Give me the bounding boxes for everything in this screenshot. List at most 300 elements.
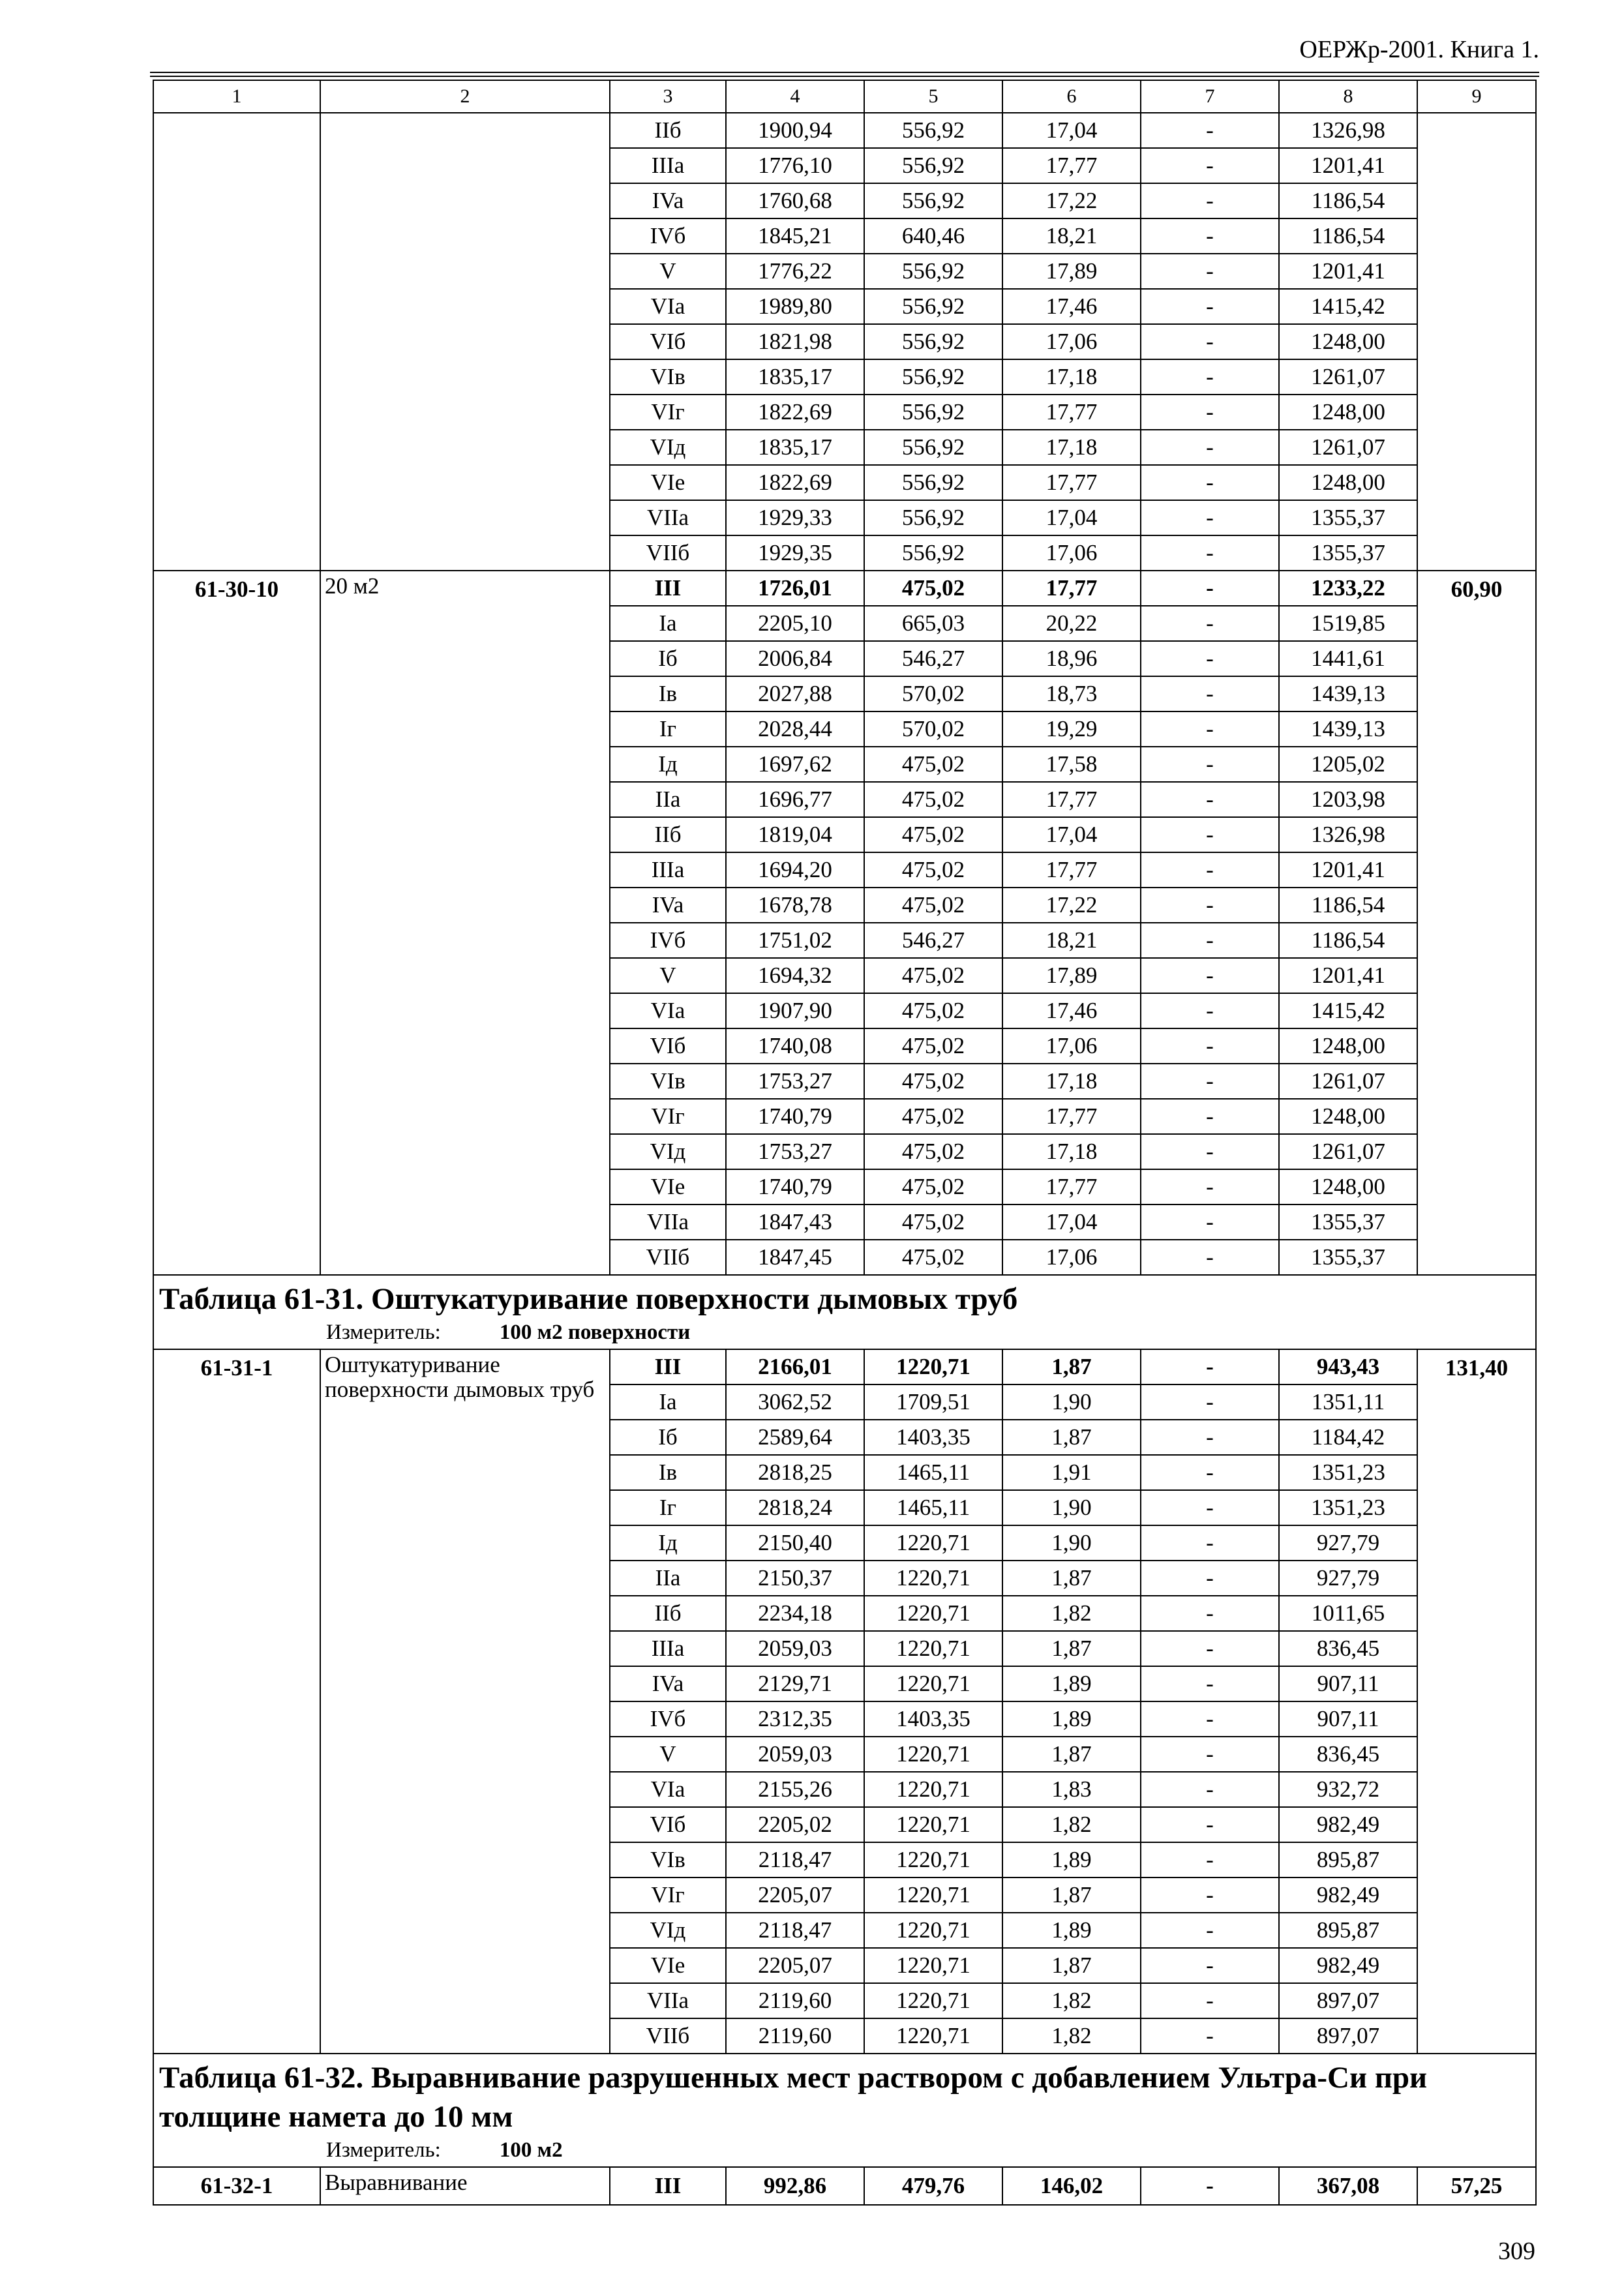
cell-col-6: 1,87 <box>1002 1561 1141 1596</box>
cell-col-3: IIIa <box>610 1631 726 1666</box>
cell-col-6: 1,82 <box>1002 1596 1141 1631</box>
cell-col-3: V <box>610 254 726 289</box>
cell-col-7: - <box>1141 430 1279 465</box>
cell-col-5: 475,02 <box>864 1169 1002 1204</box>
cell-col-3: VIIб <box>610 1240 726 1275</box>
cell-col-6: 17,04 <box>1002 1204 1141 1240</box>
cell-col-4: 2119,60 <box>726 1983 864 2018</box>
cell-col-8: 1439,13 <box>1279 676 1417 711</box>
cell-col-5: 475,02 <box>864 1204 1002 1240</box>
cell-col-8: 1248,00 <box>1279 324 1417 359</box>
cell-col-3: III <box>610 2167 726 2205</box>
cell-col-5: 570,02 <box>864 711 1002 747</box>
cell-col-4: 1822,69 <box>726 395 864 430</box>
cell-col-3: IVa <box>610 183 726 218</box>
cell-col-4: 2150,37 <box>726 1561 864 1596</box>
cell-col-3: V <box>610 958 726 993</box>
cell-col-4: 1845,21 <box>726 218 864 254</box>
cell-col-5: 1220,71 <box>864 1878 1002 1913</box>
cell-col-6: 1,82 <box>1002 2018 1141 2054</box>
cell-col-7: - <box>1141 1913 1279 1948</box>
cell-col-6: 17,89 <box>1002 958 1141 993</box>
cell-col-3: Iв <box>610 1455 726 1490</box>
cell-col-4: 1929,35 <box>726 535 864 571</box>
cell-col-8: 907,11 <box>1279 1701 1417 1737</box>
cell-col-4: 1696,77 <box>726 782 864 817</box>
cell-col-3: VIIб <box>610 535 726 571</box>
cell-col-8: 1233,22 <box>1279 571 1417 606</box>
cell-col-3: III <box>610 1349 726 1384</box>
cell-col-4: 1753,27 <box>726 1064 864 1099</box>
table-row <box>153 1349 1536 1384</box>
column-number: 6 <box>1002 80 1141 113</box>
cell-col-7: - <box>1141 958 1279 993</box>
cell-col-3: IVб <box>610 218 726 254</box>
cell-col-5: 556,92 <box>864 289 1002 324</box>
cell-col-8: 897,07 <box>1279 2018 1417 2054</box>
cell-col-6: 1,87 <box>1002 1948 1141 1983</box>
cell-col-5: 1220,71 <box>864 2018 1002 2054</box>
cell-col-8: 1355,37 <box>1279 1204 1417 1240</box>
cell-col-4: 2155,26 <box>726 1772 864 1807</box>
cell-col-3: VIг <box>610 395 726 430</box>
cell-col-4: 2205,02 <box>726 1807 864 1842</box>
cell-col-7: - <box>1141 1169 1279 1204</box>
cell-col-6: 17,04 <box>1002 113 1141 148</box>
cell-col-4: 2234,18 <box>726 1596 864 1631</box>
cell-col-5: 475,02 <box>864 782 1002 817</box>
cell-col-5: 1220,71 <box>864 1596 1002 1631</box>
cell-col-4: 1760,68 <box>726 183 864 218</box>
work-name-cell: Оштукатуривание поверхности дымовых труб <box>320 1349 610 2054</box>
cell-col-4: 1678,78 <box>726 888 864 923</box>
cell-col-4: 1847,43 <box>726 1204 864 1240</box>
cell-col-6: 18,96 <box>1002 641 1141 676</box>
rate-code-cell <box>153 113 320 571</box>
unit-label: Измеритель: <box>326 1321 441 1344</box>
price-table <box>153 80 1537 2206</box>
cell-col-6: 1,90 <box>1002 1490 1141 1525</box>
cell-col-4: 2118,47 <box>726 1842 864 1878</box>
cell-col-5: 475,02 <box>864 993 1002 1028</box>
cell-col-7: - <box>1141 359 1279 395</box>
cell-col-8: 1261,07 <box>1279 1134 1417 1169</box>
cell-col-6: 17,77 <box>1002 148 1141 183</box>
cell-col-4: 1821,98 <box>726 324 864 359</box>
cell-col-6: 18,21 <box>1002 218 1141 254</box>
cell-col-6: 17,77 <box>1002 782 1141 817</box>
cell-col-3: VIIб <box>610 2018 726 2054</box>
cell-col-5: 546,27 <box>864 641 1002 676</box>
cell-col-7: - <box>1141 183 1279 218</box>
cell-col-4: 1989,80 <box>726 289 864 324</box>
cell-col-5: 475,02 <box>864 958 1002 993</box>
cell-col-5: 556,92 <box>864 430 1002 465</box>
cell-col-7: - <box>1141 1028 1279 1064</box>
column-number: 5 <box>864 80 1002 113</box>
cell-col-4: 2006,84 <box>726 641 864 676</box>
cell-col-7: - <box>1141 1561 1279 1596</box>
header-rule-second <box>150 76 1539 77</box>
cell-col-5: 1465,11 <box>864 1455 1002 1490</box>
cell-col-7: - <box>1141 218 1279 254</box>
cell-col-6: 17,06 <box>1002 1240 1141 1275</box>
cell-col-6: 17,04 <box>1002 500 1141 535</box>
cell-col-8: 1326,98 <box>1279 113 1417 148</box>
cell-col-3: IIб <box>610 1596 726 1631</box>
cell-col-7: - <box>1141 289 1279 324</box>
cell-col-3: Iб <box>610 641 726 676</box>
cell-col-5: 556,92 <box>864 500 1002 535</box>
cell-col-4: 1900,94 <box>726 113 864 148</box>
cell-col-5: 556,92 <box>864 535 1002 571</box>
column-number: 3 <box>610 80 726 113</box>
cell-col-6: 1,87 <box>1002 1631 1141 1666</box>
cell-col-8: 982,49 <box>1279 1878 1417 1913</box>
cell-col-4: 2150,40 <box>726 1525 864 1561</box>
cell-col-4: 1740,79 <box>726 1169 864 1204</box>
table-row <box>153 113 1536 148</box>
cell-col-6: 17,46 <box>1002 289 1141 324</box>
cell-col-5: 1220,71 <box>864 1842 1002 1878</box>
cell-col-7: - <box>1141 1701 1279 1737</box>
cell-col-6: 17,58 <box>1002 747 1141 782</box>
cell-col-3: Ia <box>610 606 726 641</box>
work-name-cell <box>320 113 610 571</box>
cell-col-7: - <box>1141 1099 1279 1134</box>
cell-col-7: - <box>1141 254 1279 289</box>
cell-col-6: 17,18 <box>1002 430 1141 465</box>
cell-col-4: 2205,10 <box>726 606 864 641</box>
cell-col-5: 556,92 <box>864 183 1002 218</box>
cell-col-6: 17,77 <box>1002 571 1141 606</box>
running-header: ОЕРЖр-2001. Книга 1. <box>1299 36 1539 63</box>
cell-col-7: - <box>1141 1666 1279 1701</box>
cell-col-7: - <box>1141 2018 1279 2054</box>
cell-col-7: - <box>1141 1772 1279 1807</box>
cell-col-7: - <box>1141 1525 1279 1561</box>
cell-col-5: 1709,51 <box>864 1384 1002 1420</box>
cell-col-8: 1201,41 <box>1279 148 1417 183</box>
cell-col-3: VIa <box>610 1772 726 1807</box>
cell-col-4: 1819,04 <box>726 817 864 852</box>
cell-col-4: 1776,22 <box>726 254 864 289</box>
cell-col-6: 17,06 <box>1002 1028 1141 1064</box>
cell-col-6: 17,22 <box>1002 888 1141 923</box>
cell-col-3: IIб <box>610 113 726 148</box>
cell-col-4: 2818,25 <box>726 1455 864 1490</box>
cell-col-4: 2818,24 <box>726 1490 864 1525</box>
cell-col-7: - <box>1141 1204 1279 1240</box>
cell-col-8: 927,79 <box>1279 1561 1417 1596</box>
cell-col-5: 475,02 <box>864 1064 1002 1099</box>
cell-col-6: 19,29 <box>1002 711 1141 747</box>
cell-col-8: 1201,41 <box>1279 958 1417 993</box>
cell-col-5: 570,02 <box>864 676 1002 711</box>
cell-col-3: VIг <box>610 1099 726 1134</box>
cell-col-5: 640,46 <box>864 218 1002 254</box>
cell-col-3: Iд <box>610 1525 726 1561</box>
cell-col-5: 475,02 <box>864 817 1002 852</box>
cell-col-7: - <box>1141 1631 1279 1666</box>
cell-col-3: IIa <box>610 782 726 817</box>
cell-col-7: - <box>1141 1596 1279 1631</box>
cell-col-5: 1403,35 <box>864 1420 1002 1455</box>
cell-col-7: - <box>1141 1420 1279 1455</box>
cell-col-4: 1929,33 <box>726 500 864 535</box>
cell-col-3: IIб <box>610 817 726 852</box>
cell-col-6: 17,77 <box>1002 465 1141 500</box>
cell-col-7: - <box>1141 500 1279 535</box>
column-number: 4 <box>726 80 864 113</box>
cell-col-8: 1201,41 <box>1279 254 1417 289</box>
cell-col-3: Iг <box>610 1490 726 1525</box>
cell-col-5: 556,92 <box>864 254 1002 289</box>
cell-col-4: 2589,64 <box>726 1420 864 1455</box>
cell-col-7: - <box>1141 1878 1279 1913</box>
cell-col-7: - <box>1141 1064 1279 1099</box>
cell-col-5: 475,02 <box>864 1134 1002 1169</box>
cell-col-8: 932,72 <box>1279 1772 1417 1807</box>
cell-col-3: IVб <box>610 923 726 958</box>
cell-col-8: 1248,00 <box>1279 465 1417 500</box>
cell-col-3: VIд <box>610 1913 726 1948</box>
cell-col-4: 1847,45 <box>726 1240 864 1275</box>
cell-col-7: - <box>1141 711 1279 747</box>
cell-col-8: 927,79 <box>1279 1525 1417 1561</box>
labor-cost-cell: 131,40 <box>1417 1349 1536 2054</box>
cell-col-3: Iг <box>610 711 726 747</box>
cell-col-8: 1184,42 <box>1279 1420 1417 1455</box>
cell-col-5: 556,92 <box>864 324 1002 359</box>
cell-col-5: 1403,35 <box>864 1701 1002 1737</box>
cell-col-4: 2312,35 <box>726 1701 864 1737</box>
cell-col-7: - <box>1141 641 1279 676</box>
cell-col-5: 475,02 <box>864 747 1002 782</box>
cell-col-8: 982,49 <box>1279 1807 1417 1842</box>
cell-col-7: - <box>1141 1349 1279 1384</box>
cell-col-5: 1220,71 <box>864 1772 1002 1807</box>
cell-col-6: 17,77 <box>1002 852 1141 888</box>
cell-col-4: 1822,69 <box>726 465 864 500</box>
cell-col-8: 1355,37 <box>1279 535 1417 571</box>
cell-col-7: - <box>1141 606 1279 641</box>
cell-col-3: VIб <box>610 324 726 359</box>
cell-col-3: VIe <box>610 1169 726 1204</box>
cell-col-6: 1,91 <box>1002 1455 1141 1490</box>
cell-col-8: 1186,54 <box>1279 923 1417 958</box>
cell-col-3: IIa <box>610 1561 726 1596</box>
cell-col-8: 1186,54 <box>1279 888 1417 923</box>
column-number: 9 <box>1417 80 1536 113</box>
cell-col-7: - <box>1141 465 1279 500</box>
cell-col-8: 895,87 <box>1279 1913 1417 1948</box>
cell-col-3: VIб <box>610 1028 726 1064</box>
cell-col-3: VIIa <box>610 1204 726 1240</box>
cell-col-7: - <box>1141 993 1279 1028</box>
cell-col-4: 1694,32 <box>726 958 864 993</box>
cell-col-7: - <box>1141 2167 1279 2205</box>
cell-col-4: 2205,07 <box>726 1878 864 1913</box>
cell-col-7: - <box>1141 747 1279 782</box>
cell-col-3: IVa <box>610 888 726 923</box>
cell-col-5: 546,27 <box>864 923 1002 958</box>
cell-col-3: VIIa <box>610 1983 726 2018</box>
cell-col-7: - <box>1141 324 1279 359</box>
cell-col-6: 17,04 <box>1002 817 1141 852</box>
cell-col-4: 1694,20 <box>726 852 864 888</box>
cell-col-4: 1751,02 <box>726 923 864 958</box>
cell-col-6: 17,22 <box>1002 183 1141 218</box>
cell-col-4: 992,86 <box>726 2167 864 2205</box>
work-name-cell: Выравнивание <box>320 2167 610 2205</box>
column-number: 2 <box>320 80 610 113</box>
cell-col-4: 2059,03 <box>726 1737 864 1772</box>
cell-col-8: 1441,61 <box>1279 641 1417 676</box>
cell-col-5: 475,02 <box>864 1099 1002 1134</box>
cell-col-8: 1261,07 <box>1279 359 1417 395</box>
column-number: 8 <box>1279 80 1417 113</box>
unit-label: Измеритель: <box>326 2138 441 2162</box>
cell-col-3: V <box>610 1737 726 1772</box>
cell-col-8: 1186,54 <box>1279 218 1417 254</box>
cell-col-4: 2027,88 <box>726 676 864 711</box>
table-title: Таблица 61-31. Оштукатуривание поверхности дымовых труб <box>159 1282 1018 1316</box>
cell-col-4: 1697,62 <box>726 747 864 782</box>
cell-col-6: 1,90 <box>1002 1384 1141 1420</box>
cell-col-6: 1,89 <box>1002 1913 1141 1948</box>
cell-col-8: 1248,00 <box>1279 395 1417 430</box>
cell-col-5: 1220,71 <box>864 1666 1002 1701</box>
cell-col-4: 1740,08 <box>726 1028 864 1064</box>
cell-col-5: 556,92 <box>864 465 1002 500</box>
cell-col-6: 17,18 <box>1002 1134 1141 1169</box>
column-number: 1 <box>153 80 320 113</box>
cell-col-4: 2059,03 <box>726 1631 864 1666</box>
cell-col-5: 1220,71 <box>864 1631 1002 1666</box>
cell-col-4: 2205,07 <box>726 1948 864 1983</box>
cell-col-5: 556,92 <box>864 113 1002 148</box>
cell-col-7: - <box>1141 852 1279 888</box>
cell-col-7: - <box>1141 113 1279 148</box>
cell-col-8: 895,87 <box>1279 1842 1417 1878</box>
cell-col-6: 17,77 <box>1002 395 1141 430</box>
cell-col-3: VIд <box>610 1134 726 1169</box>
cell-col-8: 1205,02 <box>1279 747 1417 782</box>
measure-unit <box>159 1319 1530 1346</box>
cell-col-7: - <box>1141 1384 1279 1420</box>
column-number-row <box>153 80 1536 113</box>
table-61-31-heading-row <box>153 1275 1536 1349</box>
cell-col-8: 1439,13 <box>1279 711 1417 747</box>
cell-col-8: 1248,00 <box>1279 1169 1417 1204</box>
cell-col-3: VIe <box>610 465 726 500</box>
cell-col-6: 18,21 <box>1002 923 1141 958</box>
unit-value: 100 м2 <box>499 2138 563 2162</box>
cell-col-8: 982,49 <box>1279 1948 1417 1983</box>
cell-col-3: IVa <box>610 1666 726 1701</box>
cell-col-3: Iб <box>610 1420 726 1455</box>
page-number: 309 <box>1498 2237 1535 2265</box>
cell-col-6: 1,89 <box>1002 1666 1141 1701</box>
cell-col-5: 1220,71 <box>864 1983 1002 2018</box>
cell-col-6: 1,83 <box>1002 1772 1141 1807</box>
cell-col-6: 17,18 <box>1002 1064 1141 1099</box>
cell-col-5: 556,92 <box>864 359 1002 395</box>
cell-col-7: - <box>1141 571 1279 606</box>
cell-col-7: - <box>1141 817 1279 852</box>
cell-col-7: - <box>1141 1807 1279 1842</box>
cell-col-5: 1220,71 <box>864 1349 1002 1384</box>
cell-col-7: - <box>1141 1240 1279 1275</box>
cell-col-3: III <box>610 571 726 606</box>
cell-col-8: 897,07 <box>1279 1983 1417 2018</box>
cell-col-5: 1220,71 <box>864 1525 1002 1561</box>
cell-col-8: 1519,85 <box>1279 606 1417 641</box>
cell-col-3: Iв <box>610 676 726 711</box>
cell-col-8: 1186,54 <box>1279 183 1417 218</box>
cell-col-3: VIIa <box>610 500 726 535</box>
cell-col-4: 2129,71 <box>726 1666 864 1701</box>
cell-col-4: 2166,01 <box>726 1349 864 1384</box>
cell-col-5: 1220,71 <box>864 1948 1002 1983</box>
cell-col-3: VIa <box>610 289 726 324</box>
cell-col-8: 1201,41 <box>1279 852 1417 888</box>
cell-col-8: 1351,23 <box>1279 1490 1417 1525</box>
cell-col-8: 943,43 <box>1279 1349 1417 1384</box>
cell-col-4: 1776,10 <box>726 148 864 183</box>
cell-col-3: IIIa <box>610 852 726 888</box>
labor-cost-cell: 60,90 <box>1417 571 1536 1275</box>
cell-col-4: 2118,47 <box>726 1913 864 1948</box>
cell-col-6: 1,87 <box>1002 1878 1141 1913</box>
cell-col-8: 1011,65 <box>1279 1596 1417 1631</box>
cell-col-3: VIд <box>610 430 726 465</box>
cell-col-8: 1355,37 <box>1279 1240 1417 1275</box>
cell-col-6: 146,02 <box>1002 2167 1141 2205</box>
cell-col-5: 556,92 <box>864 148 1002 183</box>
rate-code-cell: 61-31-1 <box>153 1349 320 2054</box>
cell-col-6: 17,18 <box>1002 359 1141 395</box>
cell-col-6: 1,82 <box>1002 1807 1141 1842</box>
cell-col-3: VIa <box>610 993 726 1028</box>
cell-col-5: 1220,71 <box>864 1807 1002 1842</box>
cell-col-3: VIв <box>610 359 726 395</box>
cell-col-6: 1,90 <box>1002 1525 1141 1561</box>
table-61-32-heading <box>153 2054 1536 2167</box>
cell-col-8: 836,45 <box>1279 1631 1417 1666</box>
cell-col-5: 475,02 <box>864 1240 1002 1275</box>
cell-col-4: 1740,79 <box>726 1099 864 1134</box>
cell-col-4: 1726,01 <box>726 571 864 606</box>
cell-col-8: 1355,37 <box>1279 500 1417 535</box>
cell-col-8: 836,45 <box>1279 1737 1417 1772</box>
cell-col-3: VIe <box>610 1948 726 1983</box>
cell-col-5: 1465,11 <box>864 1490 1002 1525</box>
cell-col-5: 475,02 <box>864 1028 1002 1064</box>
work-name-cell: 20 м2 <box>320 571 610 1275</box>
cell-col-7: - <box>1141 1455 1279 1490</box>
cell-col-7: - <box>1141 676 1279 711</box>
cell-col-7: - <box>1141 148 1279 183</box>
cell-col-4: 2028,44 <box>726 711 864 747</box>
cell-col-8: 1351,11 <box>1279 1384 1417 1420</box>
cell-col-8: 907,11 <box>1279 1666 1417 1701</box>
cell-col-6: 1,89 <box>1002 1842 1141 1878</box>
cell-col-6: 1,87 <box>1002 1420 1141 1455</box>
cell-col-8: 1248,00 <box>1279 1028 1417 1064</box>
cell-col-5: 1220,71 <box>864 1561 1002 1596</box>
